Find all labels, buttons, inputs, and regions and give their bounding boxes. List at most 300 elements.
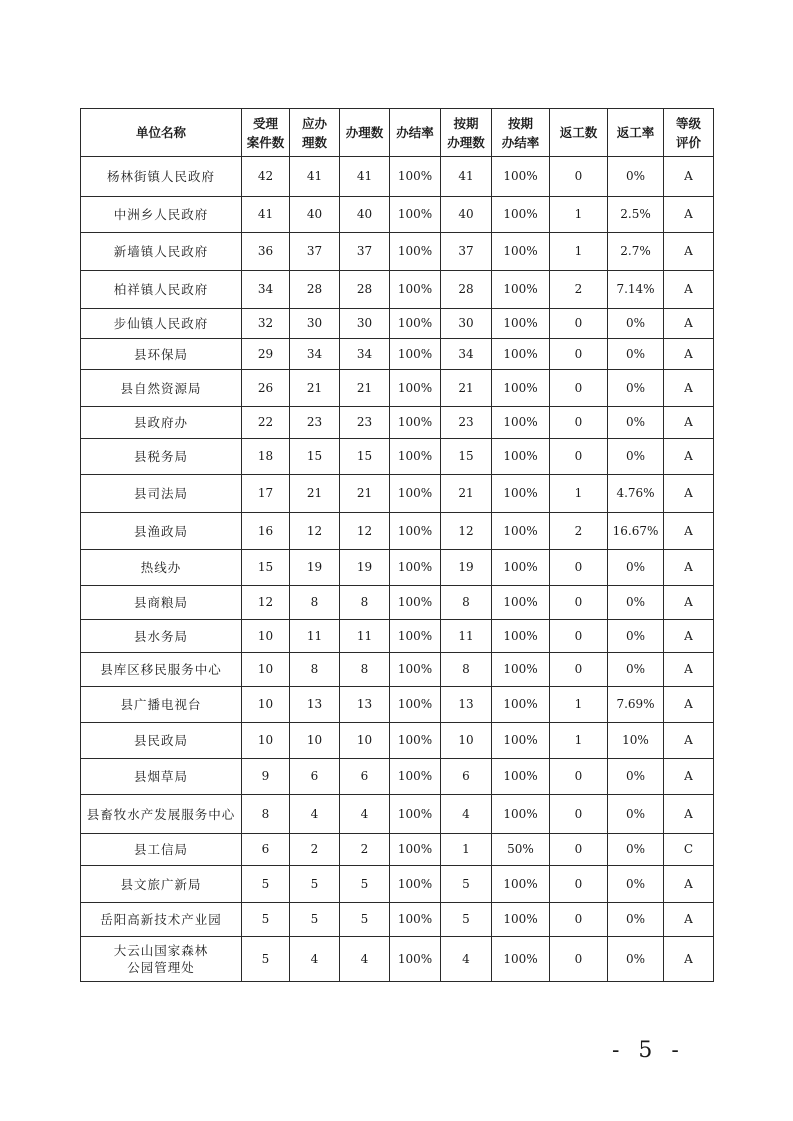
- table-cell: 13: [441, 687, 492, 723]
- table-cell: 0%: [608, 439, 664, 475]
- table-cell: 6: [340, 759, 390, 795]
- table-cell: 4: [340, 937, 390, 982]
- unit-name-cell: [81, 339, 242, 370]
- table-cell: 100%: [492, 653, 550, 687]
- table-cell: 100%: [390, 475, 441, 513]
- table-cell: 0%: [608, 834, 664, 866]
- table-cell: 0: [550, 866, 608, 903]
- table-cell: 10: [242, 723, 290, 759]
- table-cell: A: [664, 903, 714, 937]
- table-cell: 0: [550, 620, 608, 653]
- unit-name-line: 步仙镇人民政府: [113, 316, 209, 331]
- unit-name-line: 热线办: [140, 560, 182, 575]
- table-cell: 21: [441, 370, 492, 407]
- table-row: [81, 620, 714, 653]
- table-cell: 100%: [492, 309, 550, 339]
- column-header-line: 案件数: [246, 134, 285, 150]
- table-cell: 10%: [608, 723, 664, 759]
- table-cell: 100%: [390, 513, 441, 550]
- unit-name-line: 县库区移民服务中心: [100, 662, 222, 677]
- table-cell: 100%: [492, 475, 550, 513]
- table-row: [81, 937, 714, 982]
- table-cell: 34: [290, 339, 340, 370]
- unit-name-cell: [81, 271, 242, 309]
- table-row: [81, 407, 714, 439]
- table-row: [81, 586, 714, 620]
- column-header: [81, 109, 242, 157]
- table-cell: 100%: [390, 370, 441, 407]
- column-header: [340, 109, 390, 157]
- column-header-line: 评价: [675, 134, 701, 150]
- table-cell: 8: [290, 653, 340, 687]
- table-cell: 100%: [390, 937, 441, 982]
- table-cell: 100%: [390, 439, 441, 475]
- table-cell: 100%: [390, 866, 441, 903]
- table-cell: 0%: [608, 309, 664, 339]
- table-row: [81, 197, 714, 233]
- table-cell: 100%: [390, 339, 441, 370]
- table-cell: 30: [441, 309, 492, 339]
- table-cell: 0%: [608, 937, 664, 982]
- table-cell: 0: [550, 903, 608, 937]
- unit-name-cell: [81, 866, 242, 903]
- table-cell: 0%: [608, 795, 664, 834]
- column-header-line: 办理数: [447, 134, 485, 150]
- unit-name-line: 县文旅广新局: [120, 876, 202, 892]
- table-row: [81, 439, 714, 475]
- unit-name-cell: [81, 759, 242, 795]
- table-cell: 41: [441, 157, 492, 197]
- table-cell: A: [664, 866, 714, 903]
- table-cell: 8: [242, 795, 290, 834]
- column-header-line: 应办: [301, 115, 327, 131]
- table-row: [81, 550, 714, 586]
- table-cell: 7.69%: [608, 687, 664, 723]
- table-cell: A: [664, 439, 714, 475]
- table-cell: 0: [550, 586, 608, 620]
- table-row: [81, 157, 714, 197]
- table-cell: 19: [441, 550, 492, 586]
- table-cell: 100%: [492, 795, 550, 834]
- table-cell: 13: [340, 687, 390, 723]
- table-cell: A: [664, 339, 714, 370]
- column-header: [441, 109, 492, 157]
- table-cell: 4: [441, 795, 492, 834]
- table-cell: 5: [441, 866, 492, 903]
- table-cell: 32: [242, 309, 290, 339]
- unit-name-line: 杨林街镇人民政府: [106, 169, 215, 184]
- table-cell: 0: [550, 937, 608, 982]
- table-cell: 100%: [390, 407, 441, 439]
- table-row: [81, 233, 714, 271]
- table-cell: 15: [242, 550, 290, 586]
- unit-name-cell: [81, 233, 242, 271]
- table-cell: 8: [441, 653, 492, 687]
- report-table: [80, 108, 714, 982]
- table-cell: 10: [242, 687, 290, 723]
- table-cell: 100%: [390, 309, 441, 339]
- table-cell: 10: [441, 723, 492, 759]
- table-cell: 21: [290, 370, 340, 407]
- table-cell: 0: [550, 550, 608, 586]
- table-cell: 12: [340, 513, 390, 550]
- table-cell: 23: [290, 407, 340, 439]
- column-header-line: 办结率: [396, 125, 434, 140]
- table-cell: 100%: [390, 903, 441, 937]
- table-cell: 9: [242, 759, 290, 795]
- table-cell: 41: [340, 157, 390, 197]
- table-cell: 100%: [390, 834, 441, 866]
- table-cell: 19: [340, 550, 390, 586]
- table-cell: A: [664, 197, 714, 233]
- table-cell: A: [664, 795, 714, 834]
- table-body: [81, 157, 714, 982]
- table-cell: 28: [340, 271, 390, 309]
- table-cell: 0: [550, 834, 608, 866]
- table-row: [81, 653, 714, 687]
- table-cell: A: [664, 370, 714, 407]
- table-cell: 100%: [390, 653, 441, 687]
- table-cell: 2.5%: [608, 197, 664, 233]
- unit-name-cell: [81, 903, 242, 937]
- table-cell: 0: [550, 795, 608, 834]
- unit-name-cell: [81, 834, 242, 866]
- unit-name-cell: [81, 653, 242, 687]
- table-cell: 15: [441, 439, 492, 475]
- table-cell: 100%: [492, 723, 550, 759]
- table-cell: 0%: [608, 407, 664, 439]
- table-cell: 5: [290, 903, 340, 937]
- table-cell: 37: [340, 233, 390, 271]
- column-header-line: 按期: [453, 115, 479, 131]
- column-header-line: 办理数: [345, 125, 384, 140]
- table-cell: 100%: [492, 370, 550, 407]
- table-cell: 5: [242, 903, 290, 937]
- table-cell: A: [664, 586, 714, 620]
- table-row: [81, 339, 714, 370]
- table-cell: 100%: [390, 687, 441, 723]
- table-cell: 5: [242, 866, 290, 903]
- unit-name-line: 县广播电视台: [120, 697, 202, 712]
- table-cell: 100%: [390, 620, 441, 653]
- table-cell: A: [664, 723, 714, 759]
- table-cell: 100%: [492, 197, 550, 233]
- table-cell: 5: [340, 903, 390, 937]
- table-cell: 10: [340, 723, 390, 759]
- table-cell: 8: [290, 586, 340, 620]
- table-cell: 23: [340, 407, 390, 439]
- unit-name-line: 柏祥镇人民政府: [113, 282, 209, 297]
- table-cell: 0%: [608, 157, 664, 197]
- table-cell: A: [664, 653, 714, 687]
- unit-name-cell: [81, 197, 242, 233]
- column-header: [390, 109, 441, 157]
- table-row: [81, 475, 714, 513]
- table-cell: 30: [290, 309, 340, 339]
- table-cell: 5: [290, 866, 340, 903]
- table-cell: 100%: [492, 620, 550, 653]
- table-cell: 40: [290, 197, 340, 233]
- table-cell: 8: [340, 653, 390, 687]
- table-cell: 21: [441, 475, 492, 513]
- unit-name-line: 县自然资源局: [120, 380, 202, 396]
- table-cell: 100%: [492, 937, 550, 982]
- unit-name-line: 大云山国家森林: [113, 943, 209, 958]
- table-cell: 100%: [492, 271, 550, 309]
- table-cell: 100%: [492, 687, 550, 723]
- unit-name-cell: [81, 513, 242, 550]
- table-cell: A: [664, 687, 714, 723]
- table-cell: A: [664, 550, 714, 586]
- table-row: [81, 903, 714, 937]
- table-cell: 40: [441, 197, 492, 233]
- table-cell: 34: [242, 271, 290, 309]
- table-cell: 0%: [608, 339, 664, 370]
- table-cell: 11: [441, 620, 492, 653]
- table-cell: A: [664, 271, 714, 309]
- unit-name-cell: [81, 475, 242, 513]
- column-header: [492, 109, 550, 157]
- table-cell: 100%: [390, 550, 441, 586]
- unit-name-line: 县烟草局: [133, 769, 188, 784]
- table-cell: A: [664, 475, 714, 513]
- unit-name-line: 岳阳高新技术产业园: [100, 912, 222, 927]
- table-cell: 37: [290, 233, 340, 271]
- table-cell: C: [664, 834, 714, 866]
- table-cell: 1: [550, 197, 608, 233]
- table-cell: 5: [340, 866, 390, 903]
- table-cell: A: [664, 157, 714, 197]
- table-cell: 5: [441, 903, 492, 937]
- column-header: [608, 109, 664, 157]
- unit-name-line: 县水务局: [133, 628, 188, 644]
- unit-name-line: 县司法局: [133, 486, 188, 501]
- table-cell: 16: [242, 513, 290, 550]
- column-header-line: 单位名称: [135, 125, 186, 140]
- table-cell: 18: [242, 439, 290, 475]
- unit-name-cell: [81, 550, 242, 586]
- table-cell: A: [664, 309, 714, 339]
- unit-name-line: 公园管理处: [127, 960, 195, 975]
- table-cell: A: [664, 407, 714, 439]
- table-cell: 0%: [608, 866, 664, 903]
- table-cell: 100%: [390, 197, 441, 233]
- table-cell: 100%: [390, 723, 441, 759]
- table-cell: 11: [340, 620, 390, 653]
- table-cell: 34: [340, 339, 390, 370]
- unit-name-line: 中洲乡人民政府: [113, 207, 209, 222]
- table-cell: 7.14%: [608, 271, 664, 309]
- table-cell: 100%: [390, 233, 441, 271]
- unit-name-cell: [81, 370, 242, 407]
- table-cell: 16.67%: [608, 513, 664, 550]
- column-header-line: 办结率: [501, 134, 540, 150]
- unit-name-line: 县政府办: [133, 415, 188, 430]
- table-cell: 50%: [492, 834, 550, 866]
- table-cell: 23: [441, 407, 492, 439]
- table-cell: 8: [441, 586, 492, 620]
- table-cell: 12: [242, 586, 290, 620]
- unit-name-line: 县税务局: [133, 449, 188, 464]
- table-cell: 37: [441, 233, 492, 271]
- column-header-line: 受理: [252, 115, 278, 131]
- table-cell: 10: [290, 723, 340, 759]
- table-cell: 0%: [608, 370, 664, 407]
- unit-name-cell: [81, 723, 242, 759]
- table-cell: 0%: [608, 759, 664, 795]
- unit-name-line: 县环保局: [133, 346, 188, 362]
- table-cell: 100%: [492, 550, 550, 586]
- table-row: [81, 309, 714, 339]
- table-cell: 100%: [492, 407, 550, 439]
- column-header-line: 理数: [301, 134, 327, 150]
- table-cell: 1: [550, 723, 608, 759]
- table-cell: 5: [242, 937, 290, 982]
- table-cell: 0%: [608, 903, 664, 937]
- unit-name-line: 新墙镇人民政府: [113, 244, 209, 259]
- table-cell: 0: [550, 759, 608, 795]
- table-cell: 6: [441, 759, 492, 795]
- table-cell: 100%: [390, 271, 441, 309]
- column-header: [664, 109, 714, 157]
- table-cell: 100%: [492, 759, 550, 795]
- table-cell: 36: [242, 233, 290, 271]
- table-cell: 100%: [492, 513, 550, 550]
- unit-name-cell: [81, 157, 242, 197]
- table-cell: 10: [242, 620, 290, 653]
- table-cell: 0: [550, 407, 608, 439]
- unit-name-line: 县民政局: [133, 733, 188, 748]
- table-cell: 29: [242, 339, 290, 370]
- table-cell: 4: [441, 937, 492, 982]
- table-cell: A: [664, 233, 714, 271]
- table-cell: A: [664, 513, 714, 550]
- table-cell: 0%: [608, 586, 664, 620]
- table-cell: 4: [290, 937, 340, 982]
- page-number: - 5 -: [612, 1038, 685, 1063]
- table-cell: 15: [290, 439, 340, 475]
- table-cell: 100%: [390, 759, 441, 795]
- table-cell: 26: [242, 370, 290, 407]
- unit-name-cell: [81, 586, 242, 620]
- table-cell: 41: [242, 197, 290, 233]
- table-cell: 1: [441, 834, 492, 866]
- table-cell: 0: [550, 339, 608, 370]
- table-cell: 100%: [492, 439, 550, 475]
- table-cell: 4.76%: [608, 475, 664, 513]
- unit-name-line: 县渔政局: [133, 523, 188, 539]
- table-cell: 15: [340, 439, 390, 475]
- table-cell: 12: [290, 513, 340, 550]
- table-cell: 34: [441, 339, 492, 370]
- table-cell: 1: [550, 233, 608, 271]
- table-row: [81, 866, 714, 903]
- table-cell: A: [664, 620, 714, 653]
- table-cell: 0: [550, 309, 608, 339]
- table-cell: 28: [441, 271, 492, 309]
- table-cell: 0: [550, 653, 608, 687]
- table-cell: 4: [290, 795, 340, 834]
- table-cell: 21: [340, 370, 390, 407]
- table-cell: 1: [550, 687, 608, 723]
- unit-name-cell: [81, 439, 242, 475]
- table-cell: 100%: [492, 339, 550, 370]
- column-header: [550, 109, 608, 157]
- table-cell: 4: [340, 795, 390, 834]
- unit-name-cell: [81, 937, 242, 982]
- unit-name-line: 县畜牧水产发展服务中心: [86, 806, 236, 822]
- column-header-line: 返工率: [616, 125, 655, 140]
- table-cell: 21: [290, 475, 340, 513]
- table-cell: 0%: [608, 550, 664, 586]
- unit-name-line: 县商粮局: [133, 595, 188, 610]
- column-header: [290, 109, 340, 157]
- table-cell: 2: [550, 271, 608, 309]
- unit-name-cell: [81, 309, 242, 339]
- table-row: [81, 795, 714, 834]
- table-row: [81, 687, 714, 723]
- table-cell: 2.7%: [608, 233, 664, 271]
- table-cell: 10: [242, 653, 290, 687]
- unit-name-cell: [81, 407, 242, 439]
- column-header-line: 返工数: [559, 125, 598, 140]
- table-row: [81, 834, 714, 866]
- table-cell: 100%: [492, 157, 550, 197]
- table-cell: A: [664, 759, 714, 795]
- header-row: [81, 109, 714, 157]
- table-cell: 1: [550, 475, 608, 513]
- table-cell: 6: [242, 834, 290, 866]
- table-cell: 13: [290, 687, 340, 723]
- table-cell: 28: [290, 271, 340, 309]
- unit-name-cell: [81, 687, 242, 723]
- table-cell: 0: [550, 439, 608, 475]
- table-cell: 0%: [608, 620, 664, 653]
- table-cell: 19: [290, 550, 340, 586]
- table-cell: 17: [242, 475, 290, 513]
- unit-name-line: 县工信局: [133, 842, 188, 857]
- table-cell: 0%: [608, 653, 664, 687]
- table-cell: 0: [550, 370, 608, 407]
- table-cell: 21: [340, 475, 390, 513]
- column-header-line: 等级: [675, 115, 701, 131]
- table-cell: 0: [550, 157, 608, 197]
- unit-name-cell: [81, 795, 242, 834]
- table-cell: 30: [340, 309, 390, 339]
- column-header-line: 按期: [507, 115, 533, 131]
- table-row: [81, 759, 714, 795]
- table-cell: 42: [242, 157, 290, 197]
- table-cell: 12: [441, 513, 492, 550]
- table-cell: 8: [340, 586, 390, 620]
- table-cell: 100%: [492, 866, 550, 903]
- table-cell: 100%: [492, 586, 550, 620]
- table-cell: A: [664, 937, 714, 982]
- table-cell: 2: [290, 834, 340, 866]
- table-cell: 11: [290, 620, 340, 653]
- table-row: [81, 723, 714, 759]
- table-cell: 22: [242, 407, 290, 439]
- table-cell: 100%: [492, 233, 550, 271]
- column-header: [242, 109, 290, 157]
- table-cell: 2: [550, 513, 608, 550]
- table-cell: 40: [340, 197, 390, 233]
- table-cell: 100%: [492, 903, 550, 937]
- table-cell: 100%: [390, 157, 441, 197]
- table-row: [81, 370, 714, 407]
- table-cell: 2: [340, 834, 390, 866]
- table-cell: 6: [290, 759, 340, 795]
